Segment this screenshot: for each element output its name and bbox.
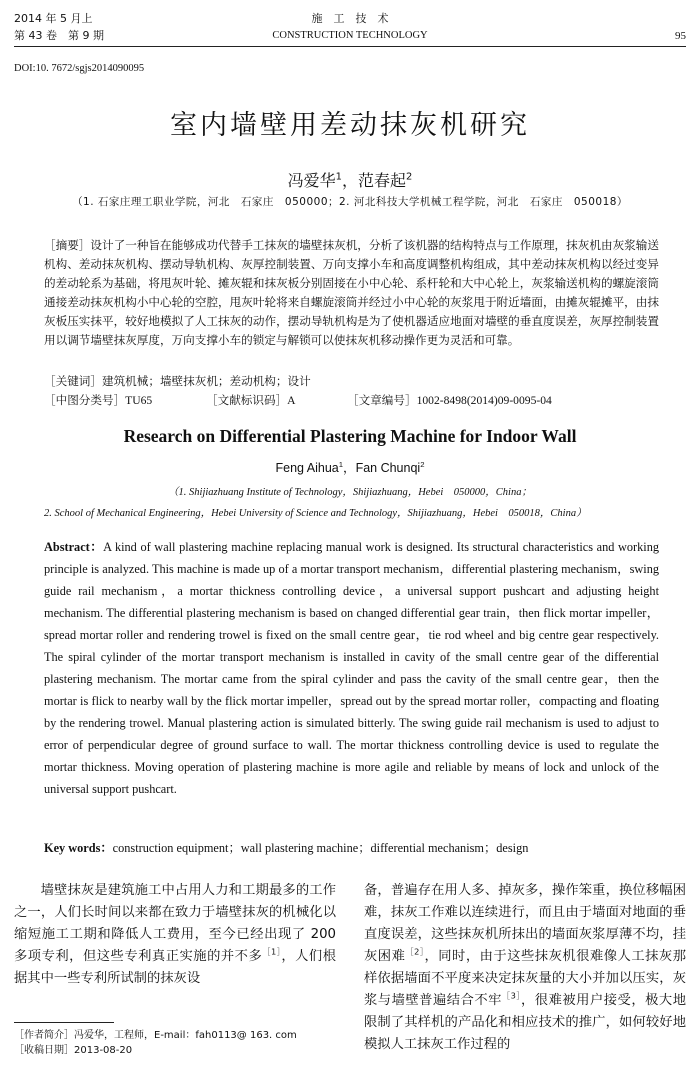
- author-2-cn: 范春起: [358, 171, 407, 190]
- keywords-en-label: Key words: [44, 841, 101, 855]
- header-page-number: 95: [675, 30, 686, 42]
- footnote-received: [14, 1044, 132, 1058]
- article-no-label: ［文章编号］: [347, 393, 417, 407]
- clc-label: ［中图分类号］: [44, 393, 126, 407]
- header-volume: 第 43 卷 第 9 期: [14, 29, 104, 42]
- authors-cn: [0, 168, 700, 191]
- doi: DOI:10. 7672/sgjs2014090095: [14, 63, 145, 74]
- title-cn: 室内墙壁用差动抹灰机研究: [170, 110, 530, 141]
- affiliation-en-line2: 2. School of Mechanical Engineering，Hebei University of Science and Technology，Shijiazhuang，Hebei 050018，China）: [44, 508, 587, 519]
- abstract-en-text: A kind of wall plastering machine replacing manual work is designed. Its structural characteristics and working principle is analyzed. This machine is made up of a mortar transport mechanism，differential plastering mechanism，swing guide rail mechanism，a mortar thickness controlling device，a universal support pushcart and adjusting height mechanism. The differential plastering mechanism is based on changed differential gear train，then flick mortar impeller，spread mortar roller and rendering trowel is fixed on the small centre gear，tie rod wheel and big centre gear respectively. The spiral cylinder of the mortar transport mechanism is installed in cavity of the small centre gear of the differential plastering mechanism. The mortar came from the spiral cylinder and pass the cavity of the small centre gear，then the mortar is flick to nearby wall by the flick mortar impeller，spread out by the spread mortar roller，compacting and floating by the rendering trowel. Manual plastering action is simulated bitterly. The swing guide rail mechanism is used to adjust to error of perpendicular degree of ground surface to wall. The mortar thickness controlling device is used to regulate the mortar thickness. Moving operation of plastering machine is more agile and reliable by means of lock and unlock of the universal support pushcart.: [44, 540, 659, 796]
- title-en: Research on Differential Plastering Machine for Indoor Wall: [123, 426, 577, 446]
- author-2-en: Fan Chunqi: [355, 461, 421, 475]
- body-left-column: [14, 880, 336, 990]
- abstract-cn-label: ［摘要］: [44, 238, 91, 252]
- keywords-cn: [44, 372, 311, 390]
- authors-en: [0, 458, 700, 476]
- abstract-cn-text: 设计了一种旨在能够成功代替手工抹灰的墙壁抹灰机，分析了该机器的结构特点与工作原理，抹灰机由灰浆输送机构、差动抹灰机构、摆动导轨机构、灰厚控制装置、万向支撑小车和高度调整机构组成，其中差动抹灰机构以经过变异的差动轮系为基础，将甩灰叶轮、摊灰辊和抹灰板分别固接在小中心轮、系杆轮和大中心轮上，灰浆输送机构的螺旋滚筒通接差动抹灰机构小中心轮的空腔，甩灰叶轮将来自螺旋滚筒并经过小中心轮的灰浆甩于附近墙面，由摊灰辊摊平，由抹灰板压实抹平，较好地模拟了人工抹灰的动作，摆动导轨机构是为了使机器适应地面对墙壁的垂直度误差，灰厚控制装置用以调节墙壁抹灰厚度，万向支撑小车的锁定与解锁可以使抹灰机移动操作更为灵活和可靠。: [44, 238, 659, 347]
- citation-3: ［3］: [501, 990, 521, 1001]
- abstract-en-label: Abstract: [44, 540, 90, 554]
- header-journal-en: CONSTRUCTION TECHNOLOGY: [272, 30, 428, 41]
- doc-code-value: A: [287, 394, 296, 407]
- header-rule: [14, 46, 686, 47]
- body-right-text-1: 备，普遍存在用人多、掉灰多，操作笨重，换位移幅困难，抹灰工作难以连续进行，而且由于墙面对地面的垂直度误差，这些抹灰机所抹出的墙面灰浆厚薄不均，挂灰困难: [364, 883, 686, 964]
- body-left-text-1: 墙壁抹灰是建筑施工中占用人力和工期最多的工作之一，人们长时间以来都在致力于墙壁抹灰的机械化以缩短施工工期和降低人工费用，至今已经出现了 200 多项专利，但这些专利真正实施的并不多: [14, 883, 336, 964]
- keywords-en-colon: ：: [100, 841, 113, 855]
- footnote-author-text: 冯爱华，工程师，E-mail：fah0113@ 163. com: [74, 1030, 297, 1041]
- body-right-text-3: ，很难被用户接受，极大地限制了其样机的产品化和相应技术的推广，如何较好地模拟人工抹灰工作过程的: [364, 993, 687, 1052]
- keywords-cn-label: ［关键词］: [44, 374, 102, 388]
- author-1-sup: 1: [335, 171, 342, 183]
- body-right-column: [364, 880, 686, 1056]
- keywords-en-text: construction equipment；wall plastering machine；differential mechanism；design: [112, 841, 529, 855]
- affiliations-cn: （1. 石家庄理工职业学院，河北 石家庄 050000；2. 河北科技大学机械工程学院，河北 石家庄 050018）: [72, 196, 628, 208]
- abstract-en: [44, 536, 659, 800]
- author-en-separator: ，: [343, 461, 356, 475]
- footnote-received-label: ［收稿日期］: [14, 1045, 74, 1056]
- author-1-en: Feng Aihua: [275, 461, 339, 475]
- footnote-author: [14, 1029, 297, 1043]
- author-1-cn: 冯爱华: [287, 171, 336, 190]
- body-right-text-2: ，同时，由于这些抹灰机很难像人工抹灰那样依据墙面不平度来决定抹灰量的大小并加以压实，灰浆与墙壁普遍结合不牢: [364, 949, 686, 1008]
- keywords-cn-text: 建筑机械；墙壁抹灰机；差动机构；设计: [101, 374, 311, 388]
- header-date: 2014 年 5 月上: [14, 12, 93, 25]
- author-2-en-sup: 2: [420, 459, 425, 469]
- keywords-en: [44, 838, 659, 856]
- doc-code-label: ［文献标识码］: [206, 393, 288, 407]
- citation-2: ［2］: [405, 946, 425, 957]
- affiliation-en-line1: （1. Shijiazhuang Institute of Technology，Shijiazhuang，Hebei 050000，China；: [168, 487, 532, 498]
- abstract-en-colon: ：: [89, 540, 104, 554]
- author-separator: ，: [341, 171, 358, 190]
- author-1-en-sup: 1: [338, 459, 344, 469]
- article-no-value: 1002-8498(2014)09-0095-04: [416, 394, 552, 407]
- citation-1: ［1］: [262, 946, 282, 957]
- footnote-rule: [14, 1022, 114, 1023]
- footnote-received-text: 2013-08-20: [74, 1045, 133, 1056]
- clc-value: TU65: [125, 394, 153, 407]
- body-left-text-2: ，人们根据其中一些专利所试制的抹灰设: [14, 949, 337, 986]
- classification-line: [44, 391, 659, 410]
- header-journal-cn: 施 工 技 术: [311, 12, 389, 25]
- footnote-author-label: ［作者简介］: [14, 1030, 74, 1041]
- abstract-cn: [44, 236, 659, 350]
- author-2-sup: 2: [406, 171, 413, 183]
